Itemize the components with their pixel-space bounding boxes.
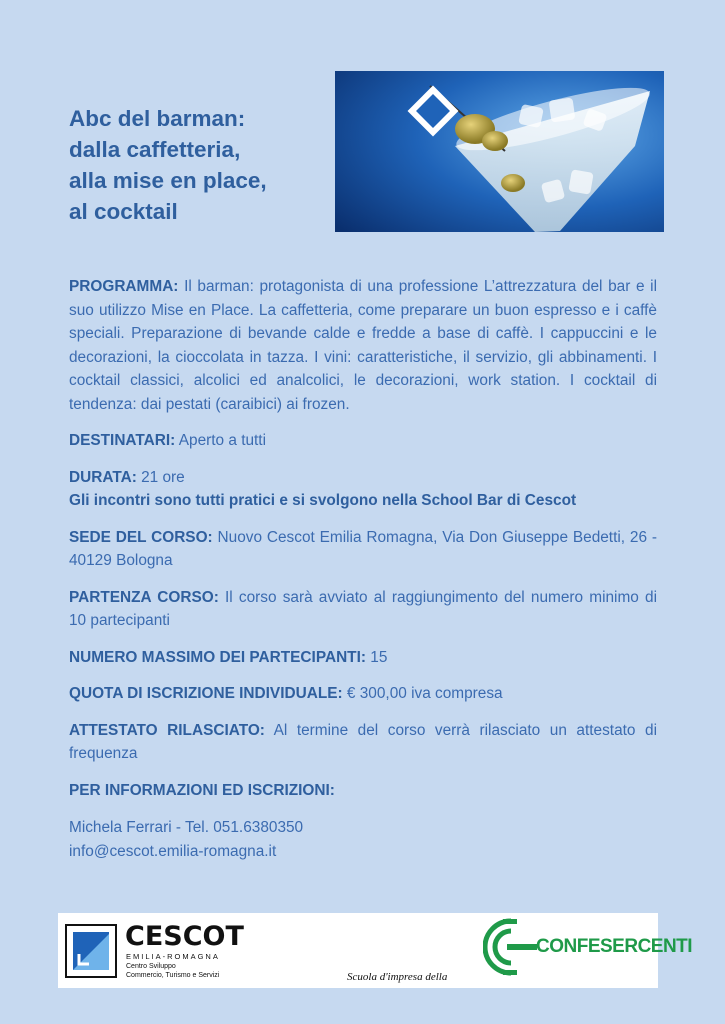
- quota-label: QUOTA DI ISCRIZIONE INDIVIDUALE:: [69, 685, 343, 702]
- title-line-2: dalla caffetteria,: [69, 137, 241, 162]
- partenza-label: PARTENZA CORSO:: [69, 588, 219, 606]
- numero-label: NUMERO MASSIMO DEI PARTECIPANTI:: [69, 648, 366, 666]
- durata-note: Gli incontri sono tutti pratici e si svolgono nella School Bar di Cescot: [69, 492, 577, 509]
- partenza-section: [69, 586, 657, 633]
- title-line-4: al cocktail: [69, 199, 178, 224]
- cescot-logo-name: CESCOT: [125, 921, 244, 952]
- attestato-label: ATTESTATO RILASCIATO:: [69, 721, 265, 739]
- sede-text: Nuovo Cescot Emilia Romagna, Via Don Giuseppe Bedetti, 26 - 40129 Bologna: [69, 528, 657, 569]
- durata-text: 21 ore: [136, 468, 185, 486]
- cescot-logo-subtitle: [126, 962, 246, 980]
- contact-text: Michela Ferrari - Tel. 051.6380350: [69, 819, 304, 836]
- info-label: PER INFORMAZIONI ED ISCRIZIONI:: [69, 781, 335, 799]
- attestato-section: [69, 719, 657, 766]
- cocktail-hero-image: [335, 71, 664, 232]
- page-title: [69, 103, 319, 227]
- attestato-text: Al termine del corso verrà rilasciato un attestato di frequenza: [69, 721, 657, 762]
- durata-section: [69, 466, 657, 513]
- sede-label: SEDE DEL CORSO:: [69, 528, 213, 546]
- footer-logos: [58, 913, 693, 988]
- destinatari-label: DESTINATARI:: [69, 432, 176, 449]
- confesercenti-logo-icon: [483, 917, 539, 977]
- email-text: info@cescot.emilia-romagna.it: [69, 842, 277, 860]
- scuola-caption: Scuola d'impresa della: [347, 971, 448, 983]
- numero-section: [69, 646, 657, 670]
- cescot-sub-line-2: Commercio, Turismo e Servizi: [126, 972, 220, 979]
- title-line-3: alla mise en place,: [69, 168, 267, 193]
- durata-label: DURATA:: [69, 468, 137, 486]
- course-details: [69, 275, 657, 876]
- contact-section: [69, 816, 657, 863]
- quota-section: [69, 682, 657, 706]
- cescot-logo-icon: [65, 924, 117, 978]
- programma-text: Il barman: protagonista di una professione L’attrezzatura del bar e il suo utilizzo Mise en Place. La caffetteria, come preparare un buon espresso e i caffè speciali. Preparazione di bevande calde e fredde a base di caffè. I cappuccini e le decorazioni, la cioccolata in tazza. I vini: caratteristiche, il servizio, gli abbinamenti. I cocktail classici, alcolici ed analcolici, le decorazioni, work station. I cocktail di tendenza: dai pestati (caraibici) ai frozen.: [69, 278, 657, 413]
- programma-label: PROGRAMMA:: [69, 278, 179, 295]
- destinatari-section: [69, 429, 657, 453]
- programma-section: [69, 275, 657, 416]
- info-section: [69, 779, 657, 803]
- destinatari-text: Aperto a tutti: [175, 432, 267, 449]
- sede-section: [69, 526, 657, 573]
- confesercenti-logo-name: CONFESERCENTI: [536, 936, 693, 957]
- cescot-logo-region: EMILIA-ROMAGNA: [126, 952, 220, 961]
- title-line-1: Abc del barman:: [69, 106, 246, 131]
- numero-text: 15: [365, 648, 388, 666]
- cescot-sub-line-1: Centro Sviluppo: [126, 963, 176, 970]
- quota-text: € 300,00 iva compresa: [342, 685, 503, 702]
- partenza-text: Il corso sarà avviato al raggiungimento del numero minimo di 10 partecipanti: [69, 588, 658, 629]
- cocktail-glass-illustration: [335, 71, 664, 232]
